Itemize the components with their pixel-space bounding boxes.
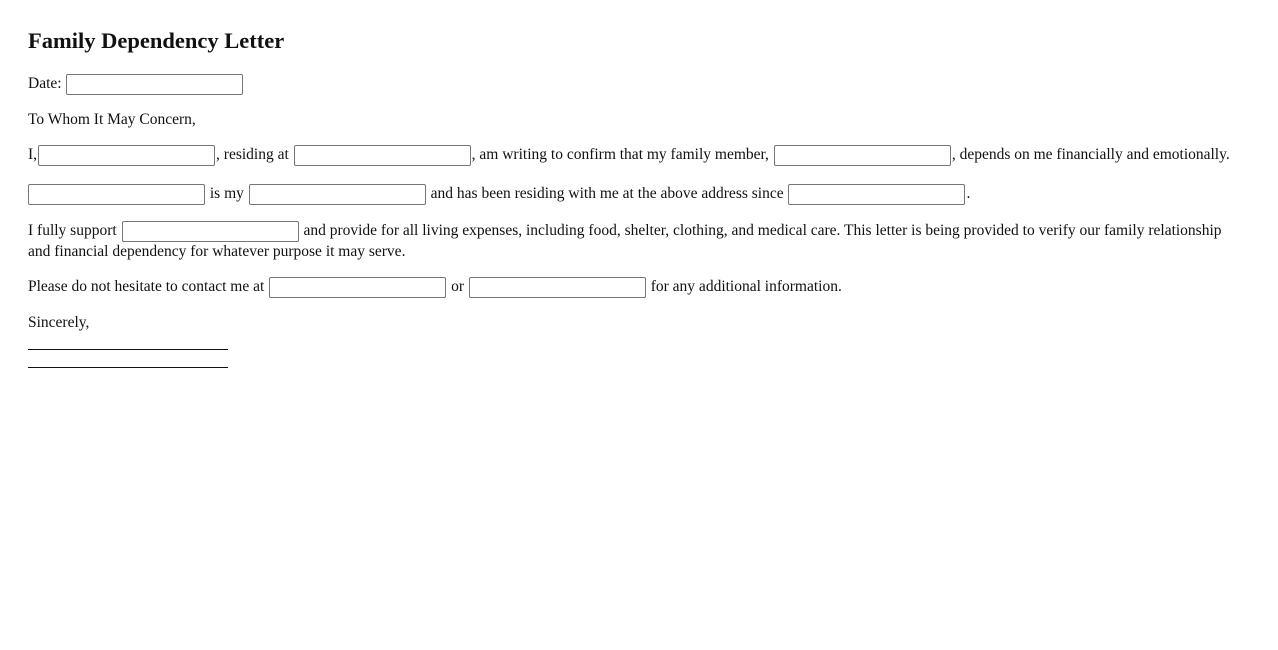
intro-prefix: I, — [28, 146, 38, 163]
supported-person-input[interactable] — [122, 221, 299, 242]
printed-name-line — [28, 367, 228, 368]
writer-name-input[interactable] — [38, 145, 215, 166]
residing-at-text: , residing at — [216, 146, 289, 163]
intro-line — [28, 144, 1230, 166]
date-input[interactable] — [66, 74, 243, 95]
date-label: Date: — [28, 75, 62, 92]
support-prefix: I fully support — [28, 222, 117, 240]
support-paragraph — [28, 221, 1228, 262]
confirm-text: , am writing to confirm that my family member, — [471, 146, 769, 163]
closing: Sincerely, — [28, 314, 90, 331]
page-title: Family Dependency Letter — [28, 28, 285, 53]
contact-suffix: for any additional information. — [650, 278, 842, 295]
is-my-text: is my — [209, 185, 244, 202]
period-text: . — [966, 185, 971, 202]
depends-text: , depends on me financially and emotionally. — [951, 146, 1230, 163]
residing-since-text: and has been residing with me at the above address since — [430, 185, 784, 202]
date-line — [28, 73, 244, 95]
dependent-name-input[interactable] — [28, 184, 205, 205]
family-member-input[interactable] — [774, 145, 951, 166]
writer-address-input[interactable] — [294, 145, 471, 166]
contact-prefix: Please do not hesitate to contact me at — [28, 278, 265, 295]
contact-input-1[interactable] — [269, 277, 446, 298]
signature-line — [28, 349, 228, 350]
support-body: and provide for all living expenses, including food, shelter, clothing, and medical care. This letter is being provided to verify our family relationship and financial dependency for whatever purpose it may serve. — [28, 222, 1222, 260]
salutation: To Whom It May Concern, — [28, 111, 196, 128]
or-text: or — [451, 278, 464, 295]
contact-line — [28, 276, 842, 298]
contact-input-2[interactable] — [469, 277, 646, 298]
residing-since-input[interactable] — [788, 184, 965, 205]
relationship-line — [28, 183, 970, 205]
relationship-input[interactable] — [249, 184, 426, 205]
